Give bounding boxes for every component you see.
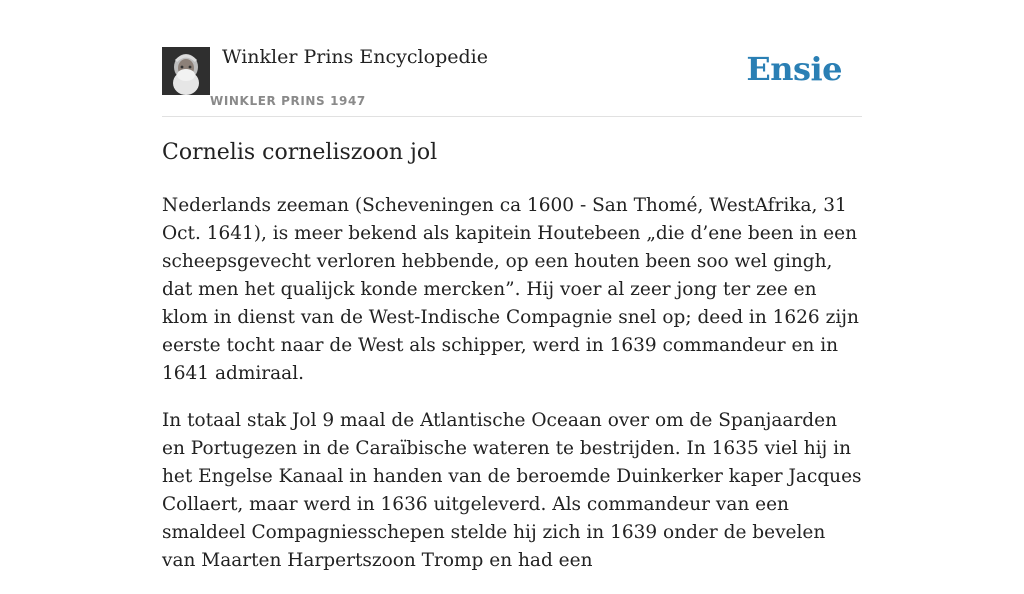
ensie-logo[interactable]: Ensie xyxy=(746,50,842,88)
source-header xyxy=(162,0,862,117)
article-body xyxy=(162,192,862,594)
bearded-man-portrait-icon xyxy=(162,47,210,95)
article-title: Cornelis corneliszoon jol xyxy=(162,140,438,165)
source-title[interactable]: Winkler Prins Encyclopedie xyxy=(222,46,488,68)
source-subtitle[interactable]: WINKLER PRINS 1947 xyxy=(210,94,366,108)
article-paragraph: In totaal stak Jol 9 maal de Atlantische Oceaan over om de Spanjaarden en Portugezen in de Caraïbische wateren te bestrijden. In 1635 viel hij in het Engelse Kanaal in handen van de beroemde Duinkerker kaper Jacques Collaert, maar werd in 1636 uitgeleverd. Als commandeur van een smaldeel Compagniesschepen stelde hij zich in 1639 onder de bevelen van Maarten Harpertszoon Tromp en had een xyxy=(162,410,862,571)
article-paragraph: Nederlands zeeman (Scheveningen ca 1600 - San Thomé, WestAfrika, 31 Oct. 1641), is meer bekend als kapitein Houtebeen „die d’ene been in een scheepsgevecht verloren hebbende, op een houten been soo wel gingh, dat men het qualijck konde mercken”. Hij voer al zeer jong ter zee en klom in dienst van de West-Indische Compagnie snel op; deed in 1626 zijn eerste tocht naar de West als schipper, werd in 1639 commandeur en in 1641 admiraal. xyxy=(162,195,859,384)
source-avatar[interactable] xyxy=(162,47,210,95)
page-container xyxy=(162,0,862,571)
